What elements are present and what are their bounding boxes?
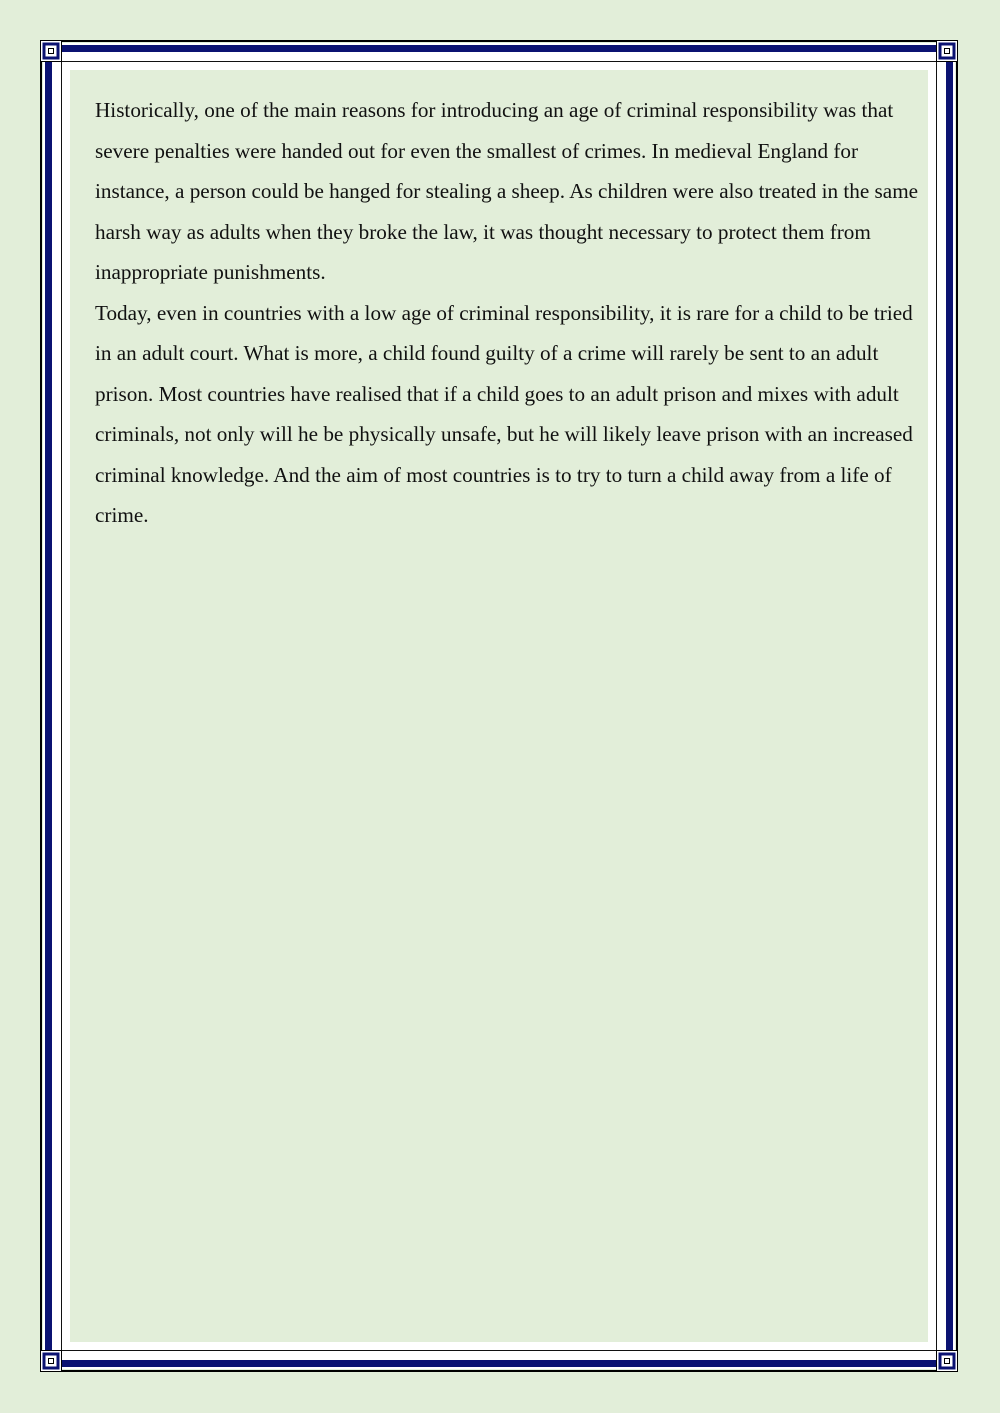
corner-ornament-icon bbox=[936, 1350, 958, 1372]
corner-ornament-icon bbox=[40, 1350, 62, 1372]
document-body-text bbox=[95, 90, 925, 536]
paragraph-today: Today, even in countries with a low age of criminal responsibility, it is rare for a child to be tried in an adult court. What is more, a child found guilty of a crime will rarely be sent to an adult prison. Most countries have realised that if a child goes to an adult prison and mixes with adult criminals, not only will he be physically unsafe, but he will likely leave prison with an increased criminal knowledge. And the aim of most countries is to try to turn a child away from a life of crime. bbox=[95, 300, 913, 527]
corner-ornament-icon bbox=[40, 40, 62, 62]
paragraph-history: Historically, one of the main reasons for introducing an age of criminal responsibility was that severe penalties were handed out for even the smallest of crimes. In medieval England for instance, a person could be hanged for stealing a sheep. As children were also treated in the same harsh way as adults when they broke the law, it was thought necessary to protect them from inappropriate punishments. bbox=[95, 98, 919, 284]
corner-ornament-icon bbox=[936, 40, 958, 62]
